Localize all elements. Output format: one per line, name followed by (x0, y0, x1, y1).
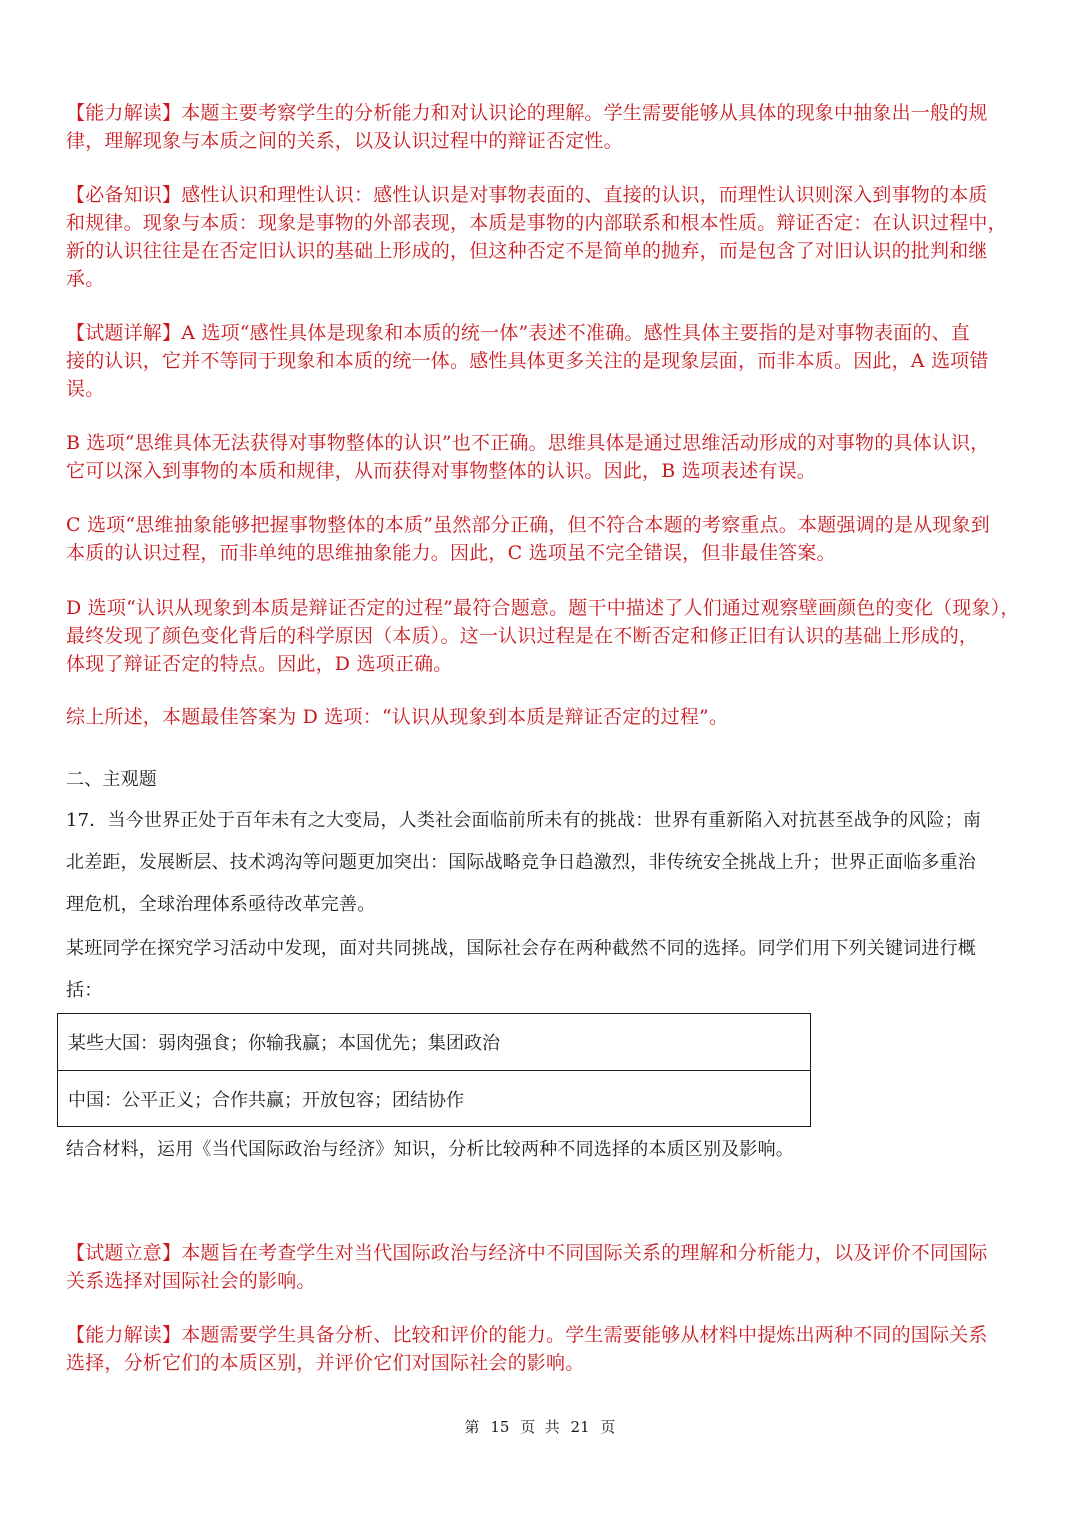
text-line: 【能力解读】本题需要学生具备分析、比较和评价的能力。学生需要能够从材料中提炼出两种不同的国际关系 (66, 1324, 988, 1346)
text-line: 【能力解读】本题主要考察学生的分析能力和对认识论的理解。学生需要能够从具体的现象中抽象出一般的规 (66, 102, 988, 124)
text-line: 选择，分析它们的本质区别，并评价它们对国际社会的影响。 (66, 1352, 585, 1374)
footer-prefix: 第 (464, 1418, 480, 1436)
question-intent-paragraph (66, 1239, 1021, 1295)
text-line: 律，理解现象与本质之间的关系，以及认识过程中的辩证否定性。 (66, 130, 623, 152)
text-line: 误。 (66, 378, 105, 400)
keyword-table (57, 1013, 811, 1127)
text-line: 某班同学在探究学习活动中发现，面对共同挑战，国际社会存在两种截然不同的选择。同学们用下列关键词进行概 (66, 938, 976, 959)
text-line: B 选项“思维具体无法获得对事物整体的认识”也不正确。思维具体是通过思维活动形成的对事物的具体认识， (66, 432, 990, 454)
footer-total-pages: 21 (570, 1418, 590, 1436)
detail-option-b-paragraph (66, 429, 1021, 485)
keyword-cell: 某些大国：弱肉强食；你输我赢；本国优先；集团政治 (68, 1033, 500, 1054)
text-line: 承。 (66, 268, 105, 290)
text-line: 北差距，发展断层、技术鸿沟等问题更加突出：国际战略竞争日趋激烈，非传统安全挑战上升；世界正面临多重治 (66, 852, 976, 873)
text-line: C 选项“思维抽象能够把握事物整体的本质”虽然部分正确，但不符合本题的考察重点。本题强调的是从现象到 (66, 514, 991, 536)
keyword-cell: 中国：公平正义；合作共赢；开放包容；团结协作 (68, 1089, 464, 1111)
text-line: 理危机，全球治理体系亟待改革完善。 (66, 894, 376, 915)
keyword-row-china (58, 1070, 810, 1126)
text-line: 新的认识往往是在否定旧认识的基础上形成的，但这种否定不是简单的抛弃，而是包含了对旧认识的批判和继 (66, 240, 988, 262)
text-line: 最终发现了颜色变化背后的科学原因（本质）。这一认识过程是在不断否定和修正旧有认识的基础上形成的， (66, 625, 979, 647)
ability-analysis-paragraph-2 (66, 1321, 1021, 1377)
required-knowledge-paragraph (66, 181, 1021, 293)
text-line: 17．当今世界正处于百年未有之大变局，人类社会面临前所未有的挑战：世界有重新陷入对抗甚至战争的风险；南 (66, 810, 982, 831)
text-line: 关系选择对国际社会的影响。 (66, 1270, 316, 1292)
text-line: 本质的认识过程，而非单纯的思维抽象能力。因此，C 选项虽不完全错误，但非最佳答案。 (66, 542, 836, 564)
footer-current-page: 15 (490, 1418, 510, 1436)
detail-option-a-paragraph (66, 319, 1021, 403)
section-heading (66, 766, 1021, 794)
footer-middle: 页 共 (520, 1418, 560, 1436)
summary-paragraph (66, 703, 1021, 731)
text-line: 综上所述，本题最佳答案为 D 选项：“认识从现象到本质是辩证否定的过程”。 (66, 706, 729, 728)
text-line: 体现了辩证否定的特点。因此，D 选项正确。 (66, 653, 453, 675)
task-text: 结合材料，运用《当代国际政治与经济》知识，分析比较两种不同选择的本质区别及影响。 (66, 1139, 794, 1160)
question-17-task (66, 1136, 1021, 1164)
text-line: 【试题详解】A 选项“感性具体是现象和本质的统一体”表述不准确。感性具体主要指的是对事物表面的、直 (66, 322, 970, 344)
footer-suffix: 页 (600, 1418, 616, 1436)
text-line: 【试题立意】本题旨在考查学生对当代国际政治与经济中不同国际关系的理解和分析能力，以及评价不同国际 (66, 1242, 988, 1264)
text-line: 括： (66, 980, 103, 1001)
detail-option-c-paragraph (66, 511, 1021, 567)
heading-text: 二、主观题 (66, 769, 157, 790)
page-footer (0, 1416, 1080, 1437)
ability-analysis-paragraph (66, 99, 1021, 155)
text-line: 【必备知识】感性认识和理性认识：感性认识是对事物表面的、直接的认识，而理性认识则深入到事物的本质 (66, 184, 988, 206)
question-17-intro (66, 928, 1021, 1012)
text-line: 接的认识，它并不等同于现象和本质的统一体。感性具体更多关注的是现象层面，而非本质。因此，A 选项错 (66, 350, 989, 372)
text-line: 它可以深入到事物的本质和规律，从而获得对事物整体的认识。因此，B 选项表述有误。 (66, 460, 817, 482)
keyword-row-some-powers (58, 1014, 810, 1070)
question-17-stem (66, 800, 1021, 926)
text-line: 和规律。现象与本质：现象是事物的外部表现，本质是事物的内部联系和根本性质。辩证否定：在认识过程中， (66, 212, 1007, 234)
text-line: D 选项“认识从现象到本质是辩证否定的过程”最符合题意。题干中描述了人们通过观察壁画颜色的变化（现象）， (66, 597, 1020, 619)
detail-option-d-paragraph (66, 594, 1021, 678)
